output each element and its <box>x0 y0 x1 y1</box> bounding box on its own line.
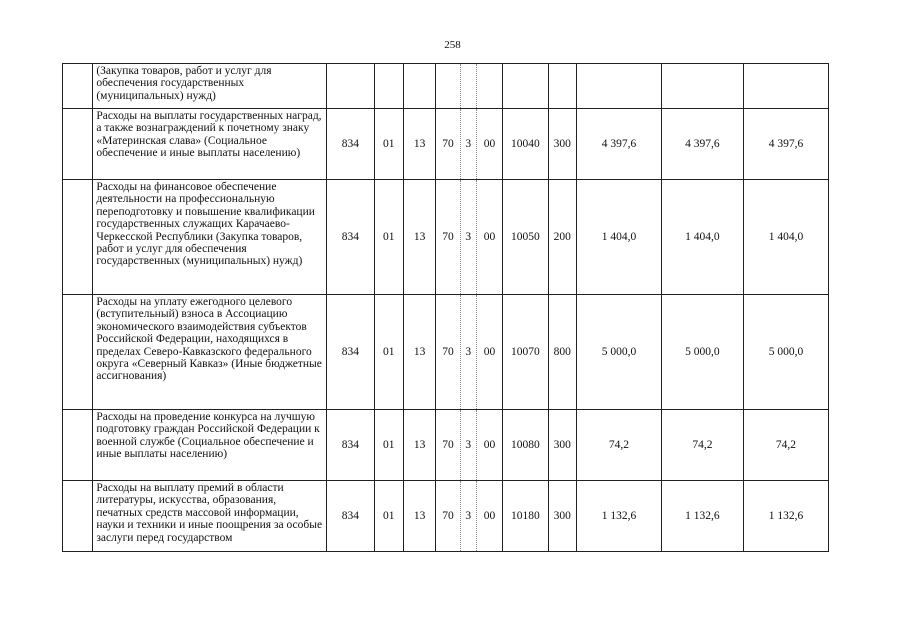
amount-year-3-cell: 74,2 <box>743 410 828 481</box>
ministry-code-cell: 834 <box>327 481 375 552</box>
subsection-code-cell: 13 <box>403 295 435 410</box>
amount-year-3-cell: 4 397,6 <box>743 109 828 180</box>
row-index-cell <box>63 109 93 180</box>
subprogram-code-cell: 3 <box>460 109 476 180</box>
table-row <box>63 481 829 552</box>
program-code-cell: 70 <box>436 180 460 295</box>
table-row <box>63 295 829 410</box>
amount-year-3-cell: 5 000,0 <box>743 295 828 410</box>
expense-type-code-cell <box>548 64 576 109</box>
amount-year-2-cell: 1 132,6 <box>661 481 743 552</box>
ministry-code-cell: 834 <box>327 295 375 410</box>
table-row <box>63 109 829 180</box>
direction-code-cell: 10070 <box>503 295 549 410</box>
table-row <box>63 410 829 481</box>
section-code-cell <box>374 64 403 109</box>
amount-year-2-cell: 74,2 <box>661 410 743 481</box>
program-code-cell: 70 <box>436 481 460 552</box>
expense-type-code-cell: 200 <box>548 180 576 295</box>
amount-year-1-cell: 4 397,6 <box>576 109 661 180</box>
direction-code-cell: 10050 <box>503 180 549 295</box>
section-code-cell: 01 <box>374 410 403 481</box>
program-code-cell: 70 <box>436 295 460 410</box>
amount-year-1-cell: 1 132,6 <box>576 481 661 552</box>
table-row <box>63 64 829 109</box>
expense-type-code-cell: 300 <box>548 410 576 481</box>
subsection-code-cell: 13 <box>403 109 435 180</box>
subsection-code-cell: 13 <box>403 410 435 481</box>
row-index-cell <box>63 180 93 295</box>
ministry-code-cell <box>327 64 375 109</box>
direction-code-cell: 10080 <box>503 410 549 481</box>
row-index-cell <box>63 295 93 410</box>
row-index-cell <box>63 64 93 109</box>
expense-name-cell: Расходы на выплату премий в области литературы, искусства, образования, печатных средств массовой информации, науки и техники и иные поощрения за особые заслуги перед государством <box>93 481 327 552</box>
subprogram-code-cell: 3 <box>460 481 476 552</box>
event-code-cell: 00 <box>476 109 502 180</box>
subsection-code-cell: 13 <box>403 180 435 295</box>
direction-code-cell <box>503 64 549 109</box>
program-code-cell <box>436 64 460 109</box>
subprogram-code-cell: 3 <box>460 295 476 410</box>
amount-year-1-cell: 5 000,0 <box>576 295 661 410</box>
amount-year-3-cell <box>743 64 828 109</box>
table-row <box>63 180 829 295</box>
subsection-code-cell <box>403 64 435 109</box>
section-code-cell: 01 <box>374 295 403 410</box>
event-code-cell: 00 <box>476 410 502 481</box>
amount-year-1-cell <box>576 64 661 109</box>
row-index-cell <box>63 481 93 552</box>
section-code-cell: 01 <box>374 481 403 552</box>
row-index-cell <box>63 410 93 481</box>
subprogram-code-cell: 3 <box>460 410 476 481</box>
expense-name-cell: Расходы на проведение конкурса на лучшую подготовку граждан Российской Федерации к военной службе (Социальное обеспечение и иные выплаты населению) <box>93 410 327 481</box>
event-code-cell <box>476 64 502 109</box>
amount-year-3-cell: 1 404,0 <box>743 180 828 295</box>
amount-year-1-cell: 1 404,0 <box>576 180 661 295</box>
event-code-cell: 00 <box>476 180 502 295</box>
amount-year-2-cell: 4 397,6 <box>661 109 743 180</box>
subprogram-code-cell: 3 <box>460 180 476 295</box>
expense-type-code-cell: 300 <box>548 109 576 180</box>
ministry-code-cell: 834 <box>327 109 375 180</box>
program-code-cell: 70 <box>436 410 460 481</box>
amount-year-2-cell <box>661 64 743 109</box>
amount-year-1-cell: 74,2 <box>576 410 661 481</box>
expense-type-code-cell: 800 <box>548 295 576 410</box>
section-code-cell: 01 <box>374 109 403 180</box>
program-code-cell: 70 <box>436 109 460 180</box>
ministry-code-cell: 834 <box>327 410 375 481</box>
amount-year-3-cell: 1 132,6 <box>743 481 828 552</box>
budget-table <box>62 63 829 552</box>
expense-name-cell: Расходы на финансовое обеспечение деятельности на профессиональную переподготовку и повышение квалификации государственных служащих Карачаево-Черкесской Республики (Закупка товаров, работ и услуг для обеспечения государственных (муниципальных) нужд) <box>93 180 327 295</box>
expense-type-code-cell: 300 <box>548 481 576 552</box>
section-code-cell: 01 <box>374 180 403 295</box>
direction-code-cell: 10180 <box>503 481 549 552</box>
event-code-cell: 00 <box>476 295 502 410</box>
page-number: 258 <box>444 39 461 51</box>
amount-year-2-cell: 1 404,0 <box>661 180 743 295</box>
event-code-cell: 00 <box>476 481 502 552</box>
expense-name-cell: (Закупка товаров, работ и услуг для обеспечения государственных (муниципальных) нужд) <box>93 64 327 109</box>
subsection-code-cell: 13 <box>403 481 435 552</box>
expense-name-cell: Расходы на выплаты государственных наград, а также вознаграждений к почетному знаку «Материнская слава» (Социальное обеспечение и иные выплаты населению) <box>93 109 327 180</box>
direction-code-cell: 10040 <box>503 109 549 180</box>
ministry-code-cell: 834 <box>327 180 375 295</box>
amount-year-2-cell: 5 000,0 <box>661 295 743 410</box>
expense-name-cell: Расходы на уплату ежегодного целевого (вступительный) взноса в Ассоциацию экономического взаимодействия субъектов Российской Федерации, находящихся в пределах Северо-Кавказского федерального округа «Северный Кавказ» (Иные бюджетные ассигнования) <box>93 295 327 410</box>
subprogram-code-cell <box>460 64 476 109</box>
